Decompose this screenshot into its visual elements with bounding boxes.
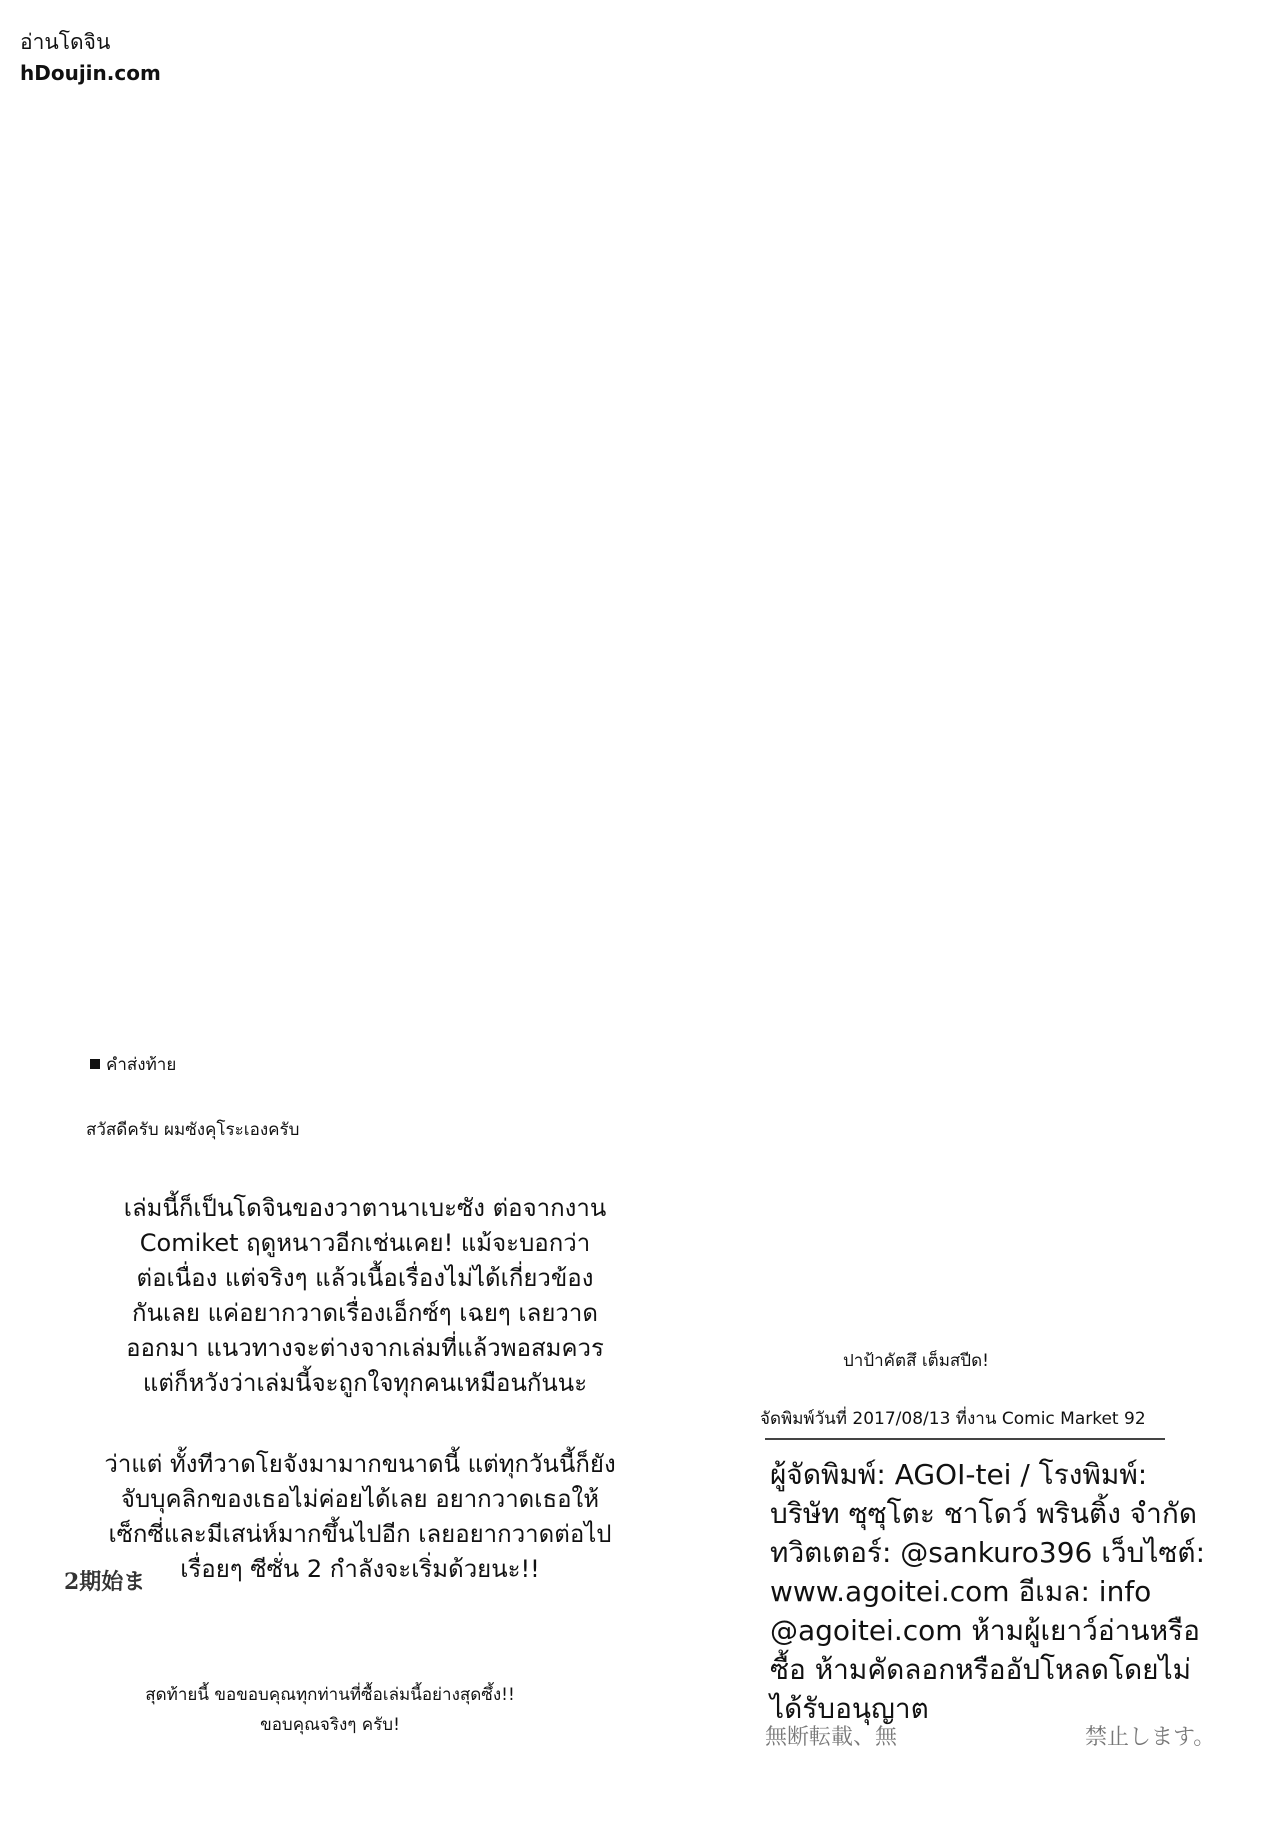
square-bullet-icon	[90, 1059, 100, 1069]
watermark-site-name: อ่านโดจิน	[20, 30, 111, 54]
print-date: จัดพิมพ์วันที่ 2017/08/13 ที่งาน Comic Market 92	[760, 1409, 1146, 1429]
afterword-thanks: สุดท้ายนี้ ขอขอบคุณทุกท่านที่ซื้อเล่มนี้อย่างสุดซึ้ง!! ขอบคุณจริงๆ ครับ!	[145, 1685, 515, 1735]
watermark-site-url: hDoujin.com	[20, 61, 161, 85]
colophon-body: ผู้จัดพิมพ์: AGOI-tei / โรงพิมพ์: บริษัท ซุซุโตะ ชาโดว์ พรินติ้ง จำกัด ทวิตเตอร์: @sankuro396 เว็บไซต์: www.agoitei.com อีเมล: info @agoitei.com ห้ามผู้เยาว์อ่านหรือ ซื้อ ห้ามคัดลอกหรืออัปโหลดโดยไม่ ได้รับอนุญาต	[770, 1458, 1206, 1725]
colophon-divider	[765, 1438, 1165, 1440]
residual-japanese-right-end: 禁止します。	[1085, 1725, 1216, 1750]
afterword-greeting: สวัสดีครับ ผมซังคุโระเองครับ	[86, 1120, 300, 1140]
residual-japanese-left: 2期始ま	[64, 1569, 146, 1595]
colophon-caption: ปาป้าคัตสึ เต็มสปีด!	[843, 1351, 989, 1371]
residual-japanese-right-start: 無断転載、無	[765, 1725, 898, 1750]
afterword-paragraph-2: ว่าแต่ ทั้งทีวาดโยจังมามากขนาดนี้ แต่ทุกวันนี้ก็ยัง จับบุคลิกของเธอไม่ค่อยได้เลย อยากวาดเธอให้ เซ็กซี่และมีเสน่ห์มากขึ้นไปอีก เลยอยากวาดต่อไป เรื่อยๆ ซีซั่น 2 กำลังจะเริ่มด้วยนะ!!	[104, 1450, 616, 1583]
afterword-paragraph-1: เล่มนี้ก็เป็นโดจินของวาตานาเบะซัง ต่อจากงาน Comiket ฤดูหนาวอีกเช่นเคย! แม้จะบอกว่า ต่อเนื่อง แต่จริงๆ แล้วเนื้อเรื่องไม่ได้เกี่ยวข้อง กันเลย แค่อยากวาดเรื่องเอ็กซ์ๆ เฉยๆ เลยวาด ออกมา แนวทางจะต่างจากเล่มที่แล้วพอสมควร แต่ก็หวังว่าเล่มนี้จะถูกใจทุกคนเหมือนกันนะ	[123, 1194, 607, 1397]
afterword-heading	[90, 1051, 176, 1078]
afterword-heading-text: คำส่งท้าย	[106, 1055, 177, 1075]
